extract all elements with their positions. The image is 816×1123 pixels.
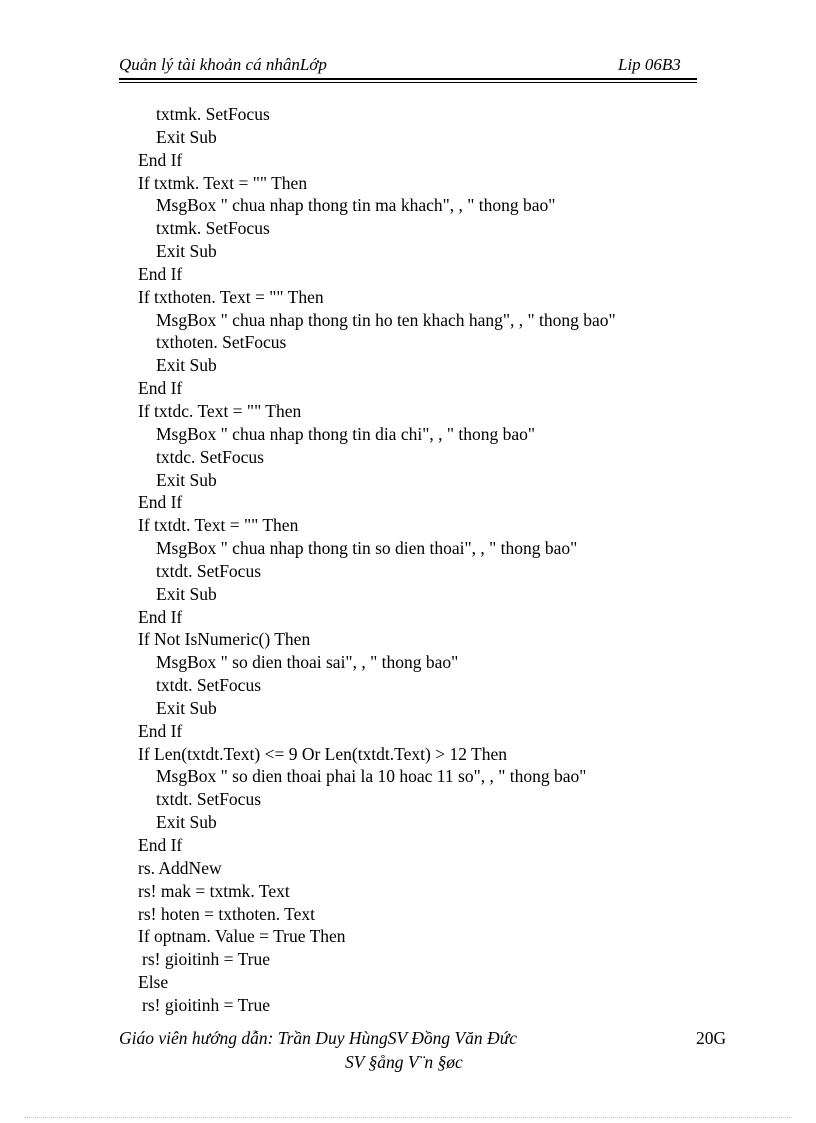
code-line: End If: [138, 606, 183, 627]
footer-teacher: Giáo viên hướng dẫn: Trần Duy HùngSV Đồng Văn Đức: [119, 1028, 518, 1048]
code-listing: [138, 103, 738, 1017]
page-number: 20G: [696, 1028, 727, 1048]
code-line: rs! hoten = txthoten. Text: [138, 903, 315, 924]
code-line: rs! gioitinh = True: [142, 994, 271, 1015]
code-line: Exit Sub: [156, 355, 217, 376]
code-line: End If: [138, 492, 183, 513]
code-line: Exit Sub: [156, 469, 217, 490]
header-title: Quản lý tài khoản cá nhânLớp: [119, 55, 327, 74]
header-rule-thin: [119, 82, 697, 83]
code-line: rs! gioitinh = True: [142, 949, 271, 970]
code-line: End If: [138, 149, 183, 170]
code-line: If txtdc. Text = "" Then: [138, 400, 302, 421]
code-line: Exit Sub: [156, 126, 217, 147]
code-line: txtmk. SetFocus: [156, 218, 270, 239]
code-line: txtdt. SetFocus: [156, 675, 262, 696]
code-line: If txthoten. Text = "" Then: [138, 286, 324, 307]
code-line: If optnam. Value = True Then: [138, 926, 346, 947]
code-line: MsgBox " chua nhap thong tin ho ten khach hang", , " thong bao": [156, 309, 616, 330]
code-line: If txtdt. Text = "" Then: [138, 515, 299, 536]
code-line: Exit Sub: [156, 241, 217, 262]
code-line: txtmk. SetFocus: [156, 104, 270, 124]
code-line: MsgBox " chua nhap thong tin so dien thoai", , " thong bao": [156, 538, 578, 559]
code-line: End If: [138, 378, 183, 399]
code-line: MsgBox " so dien thoai phai la 10 hoac 11 so", , " thong bao": [156, 766, 587, 787]
code-line: Exit Sub: [156, 583, 217, 604]
code-line: Exit Sub: [156, 697, 217, 718]
code-line: txtdt. SetFocus: [156, 789, 262, 810]
bottom-divider: [24, 1117, 792, 1118]
code-line: MsgBox " chua nhap thong tin ma khach", , " thong bao": [156, 195, 556, 216]
code-line: End If: [138, 720, 183, 741]
code-line: If txtmk. Text = "" Then: [138, 172, 308, 193]
code-line: If Len(txtdt.Text) <= 9 Or Len(txtdt.Text) > 12 Then: [138, 743, 507, 764]
header-rule-thick: [119, 78, 697, 80]
code-line: Exit Sub: [156, 812, 217, 833]
code-line: txtdt. SetFocus: [156, 560, 262, 581]
code-line: Else: [138, 972, 169, 993]
code-line: rs. AddNew: [138, 857, 222, 878]
header-class: Lip 06B3: [618, 55, 681, 74]
footer-student: SV §ång V¨n §øc: [345, 1052, 463, 1072]
code-line: txtdc. SetFocus: [156, 446, 264, 467]
code-line: MsgBox " so dien thoai sai", , " thong bao": [156, 652, 459, 673]
code-line: MsgBox " chua nhap thong tin dia chi", , " thong bao": [156, 423, 536, 444]
code-line: txthoten. SetFocus: [156, 332, 287, 353]
code-line: End If: [138, 835, 183, 855]
code-line: If Not IsNumeric() Then: [138, 629, 311, 650]
code-line: End If: [138, 263, 183, 284]
code-line: rs! mak = txtmk. Text: [138, 880, 290, 901]
page-header: [119, 52, 697, 78]
